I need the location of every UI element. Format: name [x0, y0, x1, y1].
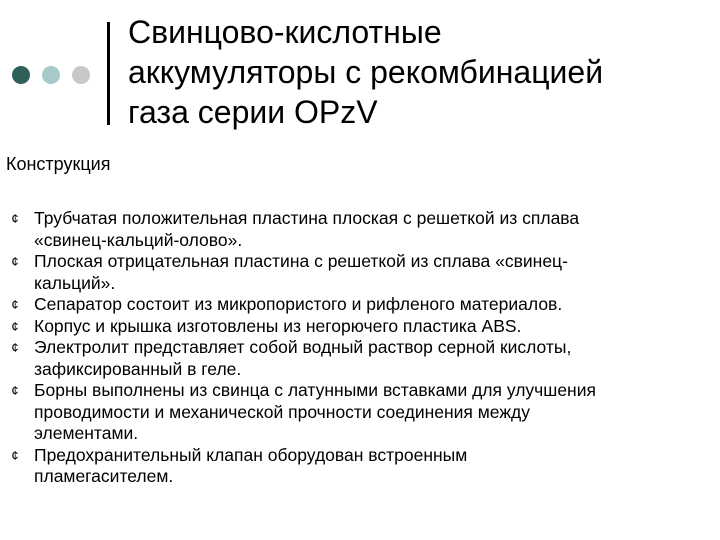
bullet-line: Электролит представляет собой водный раствор серной кислоты, [34, 337, 572, 357]
bullet-line: Корпус и крышка изготовлены из негорючего пластика ABS. [34, 315, 522, 336]
dot-gray-icon [72, 66, 90, 84]
bullet-line: Предохранительный клапан оборудован встроенным [34, 444, 468, 465]
bullet-text [34, 316, 716, 338]
bullet-line: проводимости и механической прочности соединения между [34, 401, 531, 422]
section-heading: Конструкция [6, 154, 111, 174]
bullet-text [34, 208, 716, 251]
ring-bullet-icon: ¢ [11, 447, 19, 463]
ring-bullet-icon: ¢ [11, 297, 19, 312]
ring-bullet-icon: ¢ [11, 340, 19, 355]
dot-dark-teal-icon [12, 66, 30, 84]
bullet-item-separator [8, 294, 716, 316]
bullet-text [34, 380, 716, 445]
bullet-line: элементами. [34, 423, 139, 443]
bullet-item-electrolyte [8, 337, 716, 380]
bullet-line: Плоская отрицательная пластина с решеткой из сплава «свинец- [34, 251, 568, 271]
bullet-text [34, 337, 716, 380]
title-divider [107, 22, 110, 125]
slide-title-line-2: аккумуляторы с рекомбинацией [128, 54, 604, 90]
bullet-text [34, 445, 716, 488]
ring-bullet-icon: ¢ [11, 254, 19, 269]
bullet-text [34, 251, 716, 294]
bullet-line: кальций». [34, 272, 116, 293]
ring-bullet-icon: ¢ [11, 383, 19, 398]
bullet-item-case [8, 316, 716, 338]
bullet-item-terminals [8, 380, 716, 445]
bullet-text [34, 294, 716, 316]
bullet-line: «свинец-кальций-олово». [34, 229, 243, 250]
slide-title-line-3: газа серии OPzV [128, 94, 378, 130]
bullet-list [8, 208, 716, 488]
bullet-item-negative-plate [8, 251, 716, 294]
bullet-line: зафиксированный в геле. [34, 358, 242, 379]
bullet-line: Борны выполнены из свинца с латунными вставками для улучшения [34, 380, 596, 400]
slide-title-line-1: Свинцово-кислотные [128, 14, 442, 50]
ring-bullet-icon: ¢ [11, 211, 19, 226]
bullet-item-valve [8, 445, 716, 488]
slide-title [128, 12, 708, 132]
bullet-item-grid-plate [8, 208, 716, 251]
ring-bullet-icon: ¢ [11, 318, 19, 334]
dot-light-teal-icon [42, 66, 60, 84]
bullet-line: Сепаратор состоит из микропористого и рифленого материалов. [34, 294, 563, 314]
bullet-line: пламегасителем. [34, 466, 174, 486]
bullet-line: Трубчатая положительная пластина плоская с решеткой из сплава [34, 208, 580, 228]
